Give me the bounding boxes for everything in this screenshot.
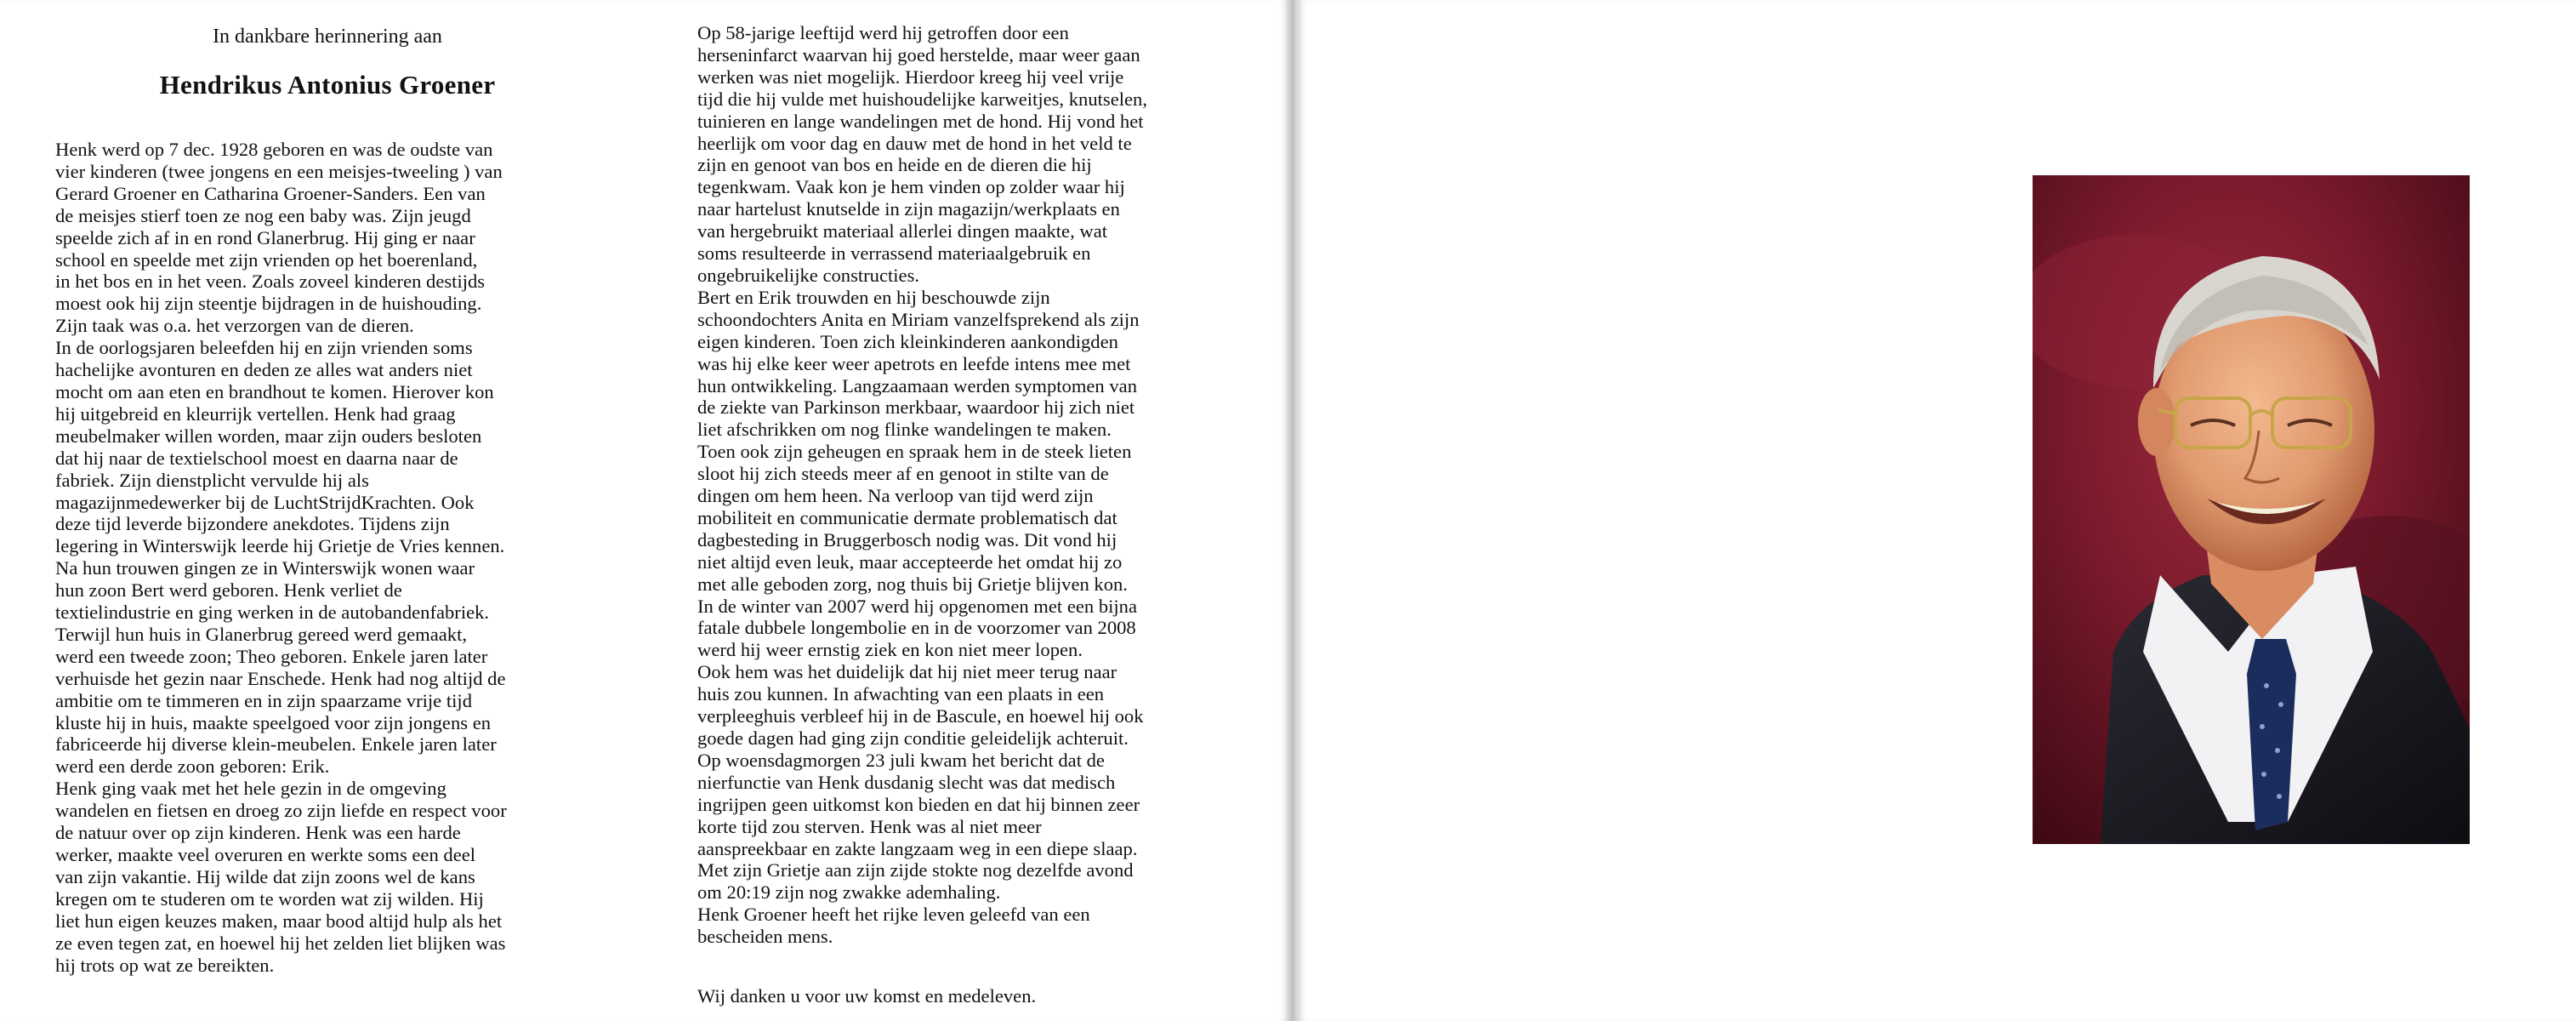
text-line: Terwijl hun huis in Glanerbrug gereed werd gemaakt, <box>55 623 468 645</box>
text-line: hij uitgebreid en kleurrijk vertellen. Henk had graag <box>55 402 456 425</box>
text-line: verhuisde het gezin naar Enschede. Henk had nog altijd de <box>55 667 506 689</box>
text-line: deze tijd leverde bijzondere anekdotes. Tijdens zijn <box>55 513 450 535</box>
text-line: hun zoon Bert werd geboren. Henk verliet de <box>55 579 402 602</box>
text-line: aanspreekbaar en zakte langzaam weg in een diepe slaap. <box>697 837 1138 859</box>
text-line: mocht om aan eten en brandhout te komen. Hierover kon <box>55 380 494 402</box>
closing-thanks: Wij danken u voor uw komst en medeleven. <box>697 985 1037 1007</box>
text-line: In de winter van 2007 werd hij opgenomen met een bijna <box>697 595 1137 617</box>
text-line: fabriek. Zijn dienstplicht vervulde hij als <box>55 469 369 491</box>
text-line: Op woensdagmorgen 23 juli kwam het bericht dat de <box>697 749 1105 771</box>
text-line: de natuur over op zijn kinderen. Henk was een harde <box>55 822 461 844</box>
text-line: hun ontwikkeling. Langzaamaan werden symptomen van <box>697 374 1137 396</box>
text-line: naar hartelust knutselde in zijn magazijn/werkplaats en <box>697 198 1120 220</box>
text-line: kluste hij in huis, maakte speelgoed voor zijn jongens en <box>55 711 492 733</box>
memorial-intro: In dankbare herinnering aan <box>213 26 442 48</box>
text-line: nierfunctie van Henk dusdanig slecht was dat medisch <box>697 771 1116 793</box>
portrait-photo <box>2033 175 2470 844</box>
text-line: werd een derde zoon geboren: Erik. <box>55 756 330 778</box>
text-line: moest ook hij zijn steentje bijdragen in de huishouding. <box>55 293 482 315</box>
card-fold <box>1286 0 1298 1021</box>
text-line: ingrijpen geen uitkomst kon bieden en dat hij binnen zeer <box>697 793 1140 815</box>
text-line: liet hun eigen keuzes maken, maar bood altijd hulp als het <box>55 910 503 932</box>
text-line: ze even tegen zat, en hoewel hij het zelden liet blijken was <box>55 932 506 954</box>
text-line: Zijn taak was o.a. het verzorgen van de dieren. <box>55 315 414 337</box>
text-line: Na hun trouwen gingen ze in Winterswijk wonen waar <box>55 557 475 579</box>
text-line: magazijnmedewerker bij de LuchtStrijdKrachten. Ook <box>55 491 475 513</box>
text-line: kregen om te studeren om te worden wat zij wilden. Hij <box>55 887 484 910</box>
text-line: Henk Groener heeft het rijke leven geleefd van een <box>697 904 1090 926</box>
text-line: ambitie om te timmeren en in zijn spaarzame vrije tijd <box>55 689 472 711</box>
text-line: werken was niet mogelijk. Hierdoor kreeg hij veel vrije <box>697 66 1124 88</box>
text-line: dingen om hem heen. Na verloop van tijd werd zijn <box>697 485 1094 507</box>
text-line: Toen ook zijn geheugen en spraak hem in de steek lieten <box>697 441 1132 463</box>
text-line: fatale dubbele longembolie en in de voorzomer van 2008 <box>697 617 1136 639</box>
text-line: de ziekte van Parkinson merkbaar, waardoor hij zich niet <box>697 396 1135 419</box>
text-line: tuinieren en lange wandelingen met de hond. Hij vond het <box>697 110 1144 132</box>
biography-part-2 <box>697 22 1242 948</box>
text-line: huis zou kunnen. In afwachting van een plaats in een <box>697 683 1105 705</box>
text-line: tijd die hij vulde met huishoudelijke karweitjes, knutselen, <box>697 88 1147 110</box>
text-line: legering in Winterswijk leerde hij Grietje de Vries kennen. <box>55 535 505 557</box>
text-line: bescheiden mens. <box>697 926 833 948</box>
text-line: Henk werd op 7 dec. 1928 geboren en was de oudste van <box>55 139 493 160</box>
text-line: werd een tweede zoon; Theo geboren. Enkele jaren later <box>55 645 488 667</box>
text-line: mobiliteit en communicatie dermate problematisch dat <box>697 506 1117 528</box>
text-line: vier kinderen (twee jongens en een meisjes-tweeling ) van <box>55 160 503 182</box>
text-line: Gerard Groener en Catharina Groener-Sanders. Een van <box>55 182 486 204</box>
text-line: Met zijn Grietje aan zijn zijde stokte nog dezelfde avond <box>697 859 1134 881</box>
text-line: met alle geboden zorg, nog thuis bij Grietje blijven kon. <box>697 573 1128 595</box>
text-line: Henk ging vaak met het hele gezin in de omgeving <box>55 778 446 800</box>
text-line: fabriceerde hij diverse klein-meubelen. Enkele jaren later <box>55 733 497 756</box>
text-line: zijn en genoot van bos en heide en de dieren die hij <box>697 154 1092 176</box>
text-line: schoondochters Anita en Miriam vanzelfsprekend als zijn <box>697 308 1140 330</box>
text-line: heerlijk om voor dag en dauw met de hond in het veld te <box>697 132 1132 154</box>
text-line: textielindustrie en ging werken in de autobandenfabriek. <box>55 602 490 624</box>
text-line: werker, maakte veel overuren en werkte soms een deel <box>55 844 476 865</box>
text-line: soms resulteerde in verrassend materiaalgebruik en <box>697 242 1091 265</box>
text-line: hij trots op wat ze bereikten. <box>55 954 275 976</box>
text-line: hachelijke avonturen en deden ze alles wat anders niet <box>55 359 473 381</box>
text-line: was hij elke keer weer apetrots en leefde intens mee met <box>697 352 1131 374</box>
text-line: dat hij naar de textielschool moest en daarna naar de <box>55 447 458 469</box>
text-line: Ook hem was het duidelijk dat hij niet meer terug naar <box>697 661 1117 683</box>
text-line: om 20:19 zijn nog zwakke ademhaling. <box>697 881 1001 904</box>
text-line: liet afschrikken om nog flinke wandelingen te maken. <box>697 419 1112 441</box>
card-inner-spread <box>0 0 1287 1021</box>
text-line: goede dagen had ging zijn conditie geleidelijk achteruit. <box>697 727 1129 749</box>
text-line: werd hij weer ernstig ziek en kon niet meer lopen. <box>697 639 1083 661</box>
text-line: speelde zich af in en rond Glanerbrug. Hij ging er naar <box>55 226 475 248</box>
text-line: Bert en Erik trouwden en hij beschouwde zijn <box>697 286 1050 308</box>
deceased-name: Hendrikus Antonius Groener <box>159 70 496 100</box>
text-line: meubelmaker willen worden, maar zijn ouders besloten <box>55 425 482 447</box>
text-line: sloot hij zich steeds meer af en genoot in stilte van de <box>697 463 1109 485</box>
text-line: ongebruikelijke constructies. <box>697 264 920 286</box>
text-line: in het bos en in het veen. Zoals zoveel kinderen destijds <box>55 271 486 293</box>
text-line: niet altijd even leuk, maar accepteerde het omdat hij zo <box>697 550 1123 573</box>
text-line: van zijn vakantie. Hij wilde dat zijn zoons wel de kans <box>55 865 475 887</box>
text-line: herseninfarct waarvan hij goed herstelde, maar weer gaan <box>697 43 1140 66</box>
text-line: tegenkwam. Vaak kon je hem vinden op zolder waar hij <box>697 176 1125 198</box>
text-line: In de oorlogsjaren beleefden hij en zijn vrienden soms <box>55 337 473 359</box>
text-line: eigen kinderen. Toen zich kleinkinderen aankondigden <box>697 330 1118 352</box>
text-line: korte tijd zou sterven. Henk was al niet meer <box>697 815 1042 837</box>
text-line: school en speelde met zijn vrienden op het boerenland, <box>55 248 478 271</box>
text-line: Op 58-jarige leeftijd werd hij getroffen door een <box>697 22 1069 43</box>
text-line: de meisjes stierf toen ze nog een baby was. Zijn jeugd <box>55 204 471 226</box>
biography-part-1 <box>55 139 600 976</box>
text-line: van hergebruikt materiaal allerlei dingen maakte, wat <box>697 220 1108 242</box>
text-line: wandelen en fietsen en droeg zo zijn liefde en respect voor <box>55 800 507 822</box>
text-line: dagbesteding in Bruggerbosch nodig was. Dit vond hij <box>697 528 1117 550</box>
text-line: verpleeghuis verbleef hij in de Bascule, en hoewel hij ook <box>697 705 1144 727</box>
